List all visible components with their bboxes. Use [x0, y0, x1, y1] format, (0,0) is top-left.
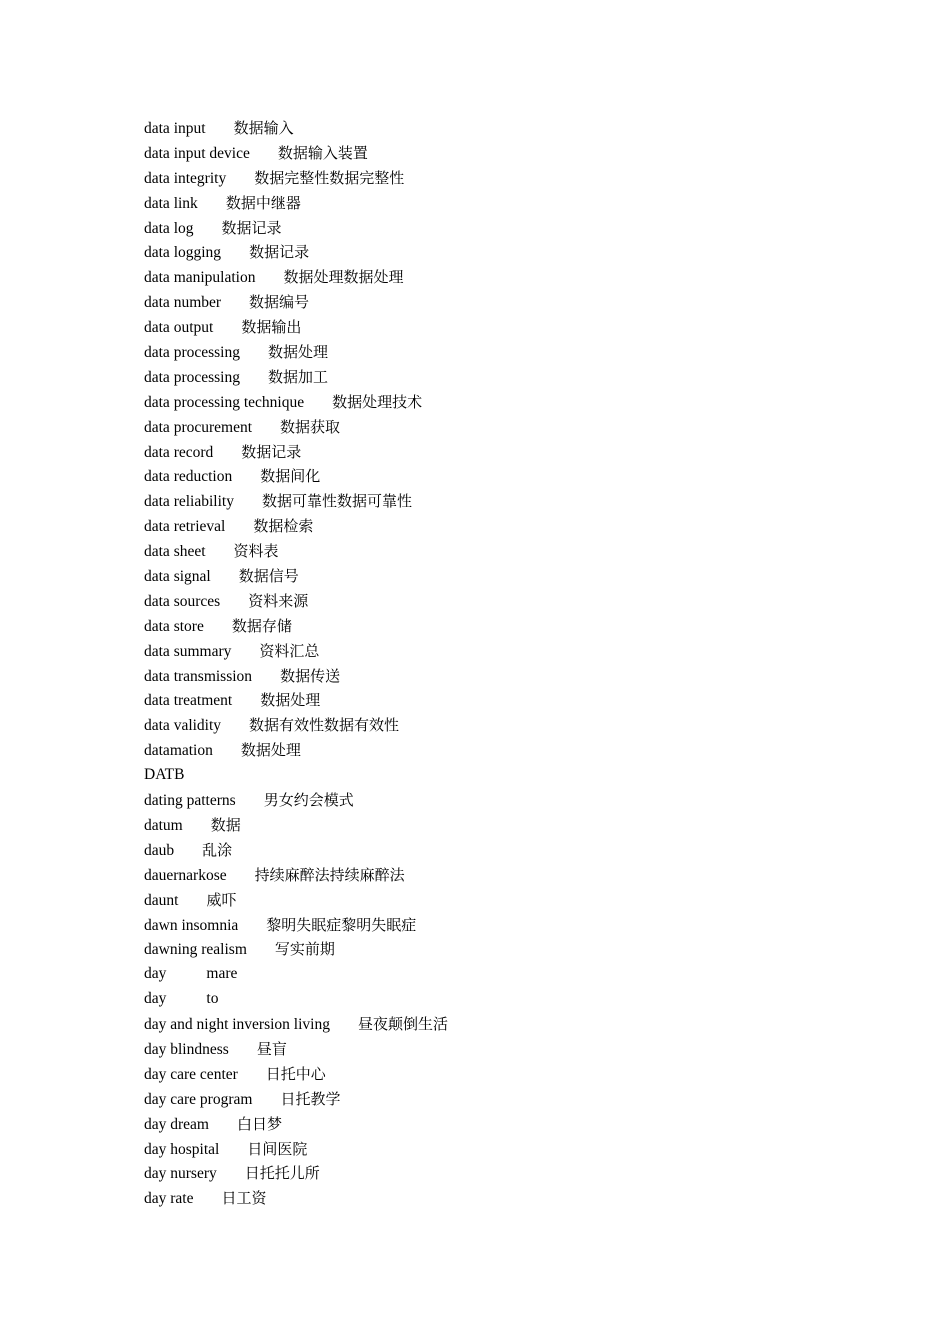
entry-term: day care center — [144, 1065, 238, 1083]
entry-term: data logging — [144, 244, 222, 262]
glossary-entry — [144, 290, 448, 315]
glossary-entry — [144, 688, 448, 713]
glossary-entry — [144, 589, 448, 614]
entry-term: datamation — [144, 742, 213, 760]
entry-term: data store — [144, 617, 204, 635]
entry-translation: 写实前期 — [274, 940, 335, 959]
entry-term: data procurement — [144, 418, 253, 436]
entry-translation: 数据有效性数据有效性 — [249, 716, 400, 735]
entry-term: data processing — [144, 368, 240, 386]
entry-term: data validity — [144, 717, 222, 735]
entry-translation: 资料表 — [233, 542, 279, 561]
glossary-entry — [144, 440, 448, 465]
entry-term: data reduction — [144, 468, 233, 486]
glossary-entry — [144, 116, 448, 141]
glossary-entry — [144, 564, 448, 589]
glossary-entry — [144, 340, 448, 365]
entry-translation: 数据输出 — [241, 318, 302, 337]
entry-translation: 数据输入 — [233, 119, 294, 137]
glossary-entry — [144, 639, 448, 664]
glossary-entry — [144, 365, 448, 390]
entry-term: dawn insomnia — [144, 916, 239, 934]
glossary-entry — [144, 962, 448, 987]
glossary-entry — [144, 614, 448, 639]
glossary-entry — [144, 1062, 448, 1087]
entry-translation: 日托托儿所 — [244, 1164, 320, 1183]
entry-term: data signal — [144, 568, 211, 586]
glossary-entry — [144, 265, 448, 290]
glossary-entry — [144, 763, 448, 788]
entry-term: data input — [144, 120, 206, 137]
entry-term: data processing technique — [144, 393, 305, 411]
glossary-entry — [144, 1161, 448, 1186]
entry-translation: 威吓 — [206, 890, 237, 909]
entry-translation: 日间医院 — [247, 1139, 308, 1158]
entry-translation: mare — [206, 965, 238, 983]
entry-translation: 数据加工 — [267, 367, 328, 386]
glossary-entry — [144, 1112, 448, 1137]
entry-term: daub — [144, 841, 175, 859]
entry-translation: 数据完整性数据完整性 — [254, 168, 405, 187]
glossary-entry — [144, 664, 448, 689]
entry-translation: 男女约会模式 — [263, 791, 354, 810]
glossary-entry — [144, 1087, 448, 1112]
entry-term: day nursery — [144, 1165, 217, 1183]
glossary-entry — [144, 788, 448, 813]
entry-term: data treatment — [144, 692, 233, 710]
glossary-entry — [144, 863, 448, 888]
entry-term: data input device — [144, 144, 250, 162]
entry-translation: 数据输入装置 — [277, 143, 368, 162]
glossary-entry — [144, 240, 448, 265]
entry-term: data integrity — [144, 169, 227, 187]
entry-term: datum — [144, 816, 183, 834]
glossary-entry — [144, 738, 448, 763]
entry-term: data log — [144, 219, 194, 237]
entry-term: data link — [144, 194, 198, 212]
entry-translation: 数据处理 — [240, 741, 301, 760]
glossary-entry — [144, 888, 448, 913]
entry-term: data sheet — [144, 543, 206, 561]
entry-term: data sources — [144, 592, 221, 610]
entry-term: day care program — [144, 1090, 253, 1108]
glossary-entry — [144, 390, 448, 415]
entry-translation: 日托中心 — [265, 1064, 326, 1083]
entry-translation: 数据处理 — [267, 343, 328, 362]
glossary-entry — [144, 1037, 448, 1062]
glossary-entry — [144, 987, 448, 1012]
entry-translation: 数据获取 — [280, 417, 341, 436]
glossary-entry — [144, 514, 448, 539]
entry-term: day — [144, 965, 167, 983]
entry-term: day — [144, 990, 167, 1008]
entry-translation: 数据 — [210, 815, 241, 834]
entry-translation: 资料汇总 — [259, 641, 320, 660]
entry-translation: 资料来源 — [248, 591, 309, 610]
entry-term: day hospital — [144, 1140, 220, 1158]
entry-translation: 数据处理数据处理 — [283, 268, 404, 287]
entry-translation: 日托教学 — [280, 1089, 341, 1108]
entry-term: data reliability — [144, 493, 234, 511]
entry-translation: 乱涂 — [202, 840, 233, 859]
entry-translation: 数据信号 — [238, 567, 299, 586]
entry-term: data transmission — [144, 667, 253, 685]
entry-term: day and night inversion living — [144, 1016, 330, 1034]
entry-translation: 昼盲 — [256, 1039, 287, 1058]
entry-translation: 数据处理 — [260, 691, 321, 710]
glossary-entry — [144, 1137, 448, 1162]
entry-term: data output — [144, 319, 214, 337]
entry-term: dawning realism — [144, 941, 247, 959]
entry-translation: 数据处理技术 — [332, 392, 423, 411]
glossary-entry — [144, 141, 448, 166]
entry-translation: 数据记录 — [249, 243, 310, 262]
entry-translation: 白日梦 — [236, 1114, 282, 1133]
entry-translation: to — [206, 990, 219, 1008]
glossary-entry-list — [144, 116, 448, 1211]
entry-term: DATB — [144, 766, 185, 784]
entry-translation: 持续麻醉法持续麻醉法 — [254, 865, 405, 884]
glossary-entry — [144, 913, 448, 938]
glossary-entry — [144, 464, 448, 489]
entry-term: data number — [144, 294, 222, 312]
entry-term: data retrieval — [144, 518, 226, 536]
glossary-entry — [144, 315, 448, 340]
glossary-entry — [144, 813, 448, 838]
glossary-entry — [144, 166, 448, 191]
glossary-entry — [144, 539, 448, 564]
entry-translation: 数据可靠性数据可靠性 — [261, 492, 412, 511]
entry-translation: 黎明失眠症黎明失眠症 — [266, 915, 417, 934]
glossary-entry — [144, 415, 448, 440]
entry-translation: 数据传送 — [280, 666, 341, 685]
glossary-entry — [144, 1012, 448, 1037]
entry-term: dauernarkose — [144, 866, 227, 884]
entry-translation: 数据中继器 — [225, 193, 301, 212]
glossary-entry — [144, 216, 448, 241]
entry-translation: 数据编号 — [249, 293, 310, 312]
entry-term: data record — [144, 443, 214, 461]
entry-translation: 昼夜颠倒生活 — [357, 1015, 448, 1034]
entry-term: data manipulation — [144, 269, 256, 287]
entry-translation: 日工资 — [221, 1189, 267, 1208]
entry-term: day blindness — [144, 1040, 229, 1058]
entry-translation: 数据存储 — [231, 616, 292, 635]
glossary-entry — [144, 713, 448, 738]
glossary-entry — [144, 191, 448, 216]
glossary-entry — [144, 937, 448, 962]
entry-term: data summary — [144, 642, 232, 660]
entry-term: data processing — [144, 344, 240, 362]
entry-translation: 数据记录 — [221, 218, 282, 237]
entry-term: daunt — [144, 891, 179, 909]
entry-term: day rate — [144, 1190, 194, 1208]
glossary-entry — [144, 489, 448, 514]
glossary-entry — [144, 838, 448, 863]
entry-term: day dream — [144, 1115, 209, 1133]
entry-term: dating patterns — [144, 792, 236, 810]
entry-translation: 数据检索 — [253, 517, 314, 536]
entry-translation: 数据间化 — [260, 467, 321, 486]
entry-translation: 数据记录 — [241, 442, 302, 461]
glossary-entry — [144, 1186, 448, 1211]
